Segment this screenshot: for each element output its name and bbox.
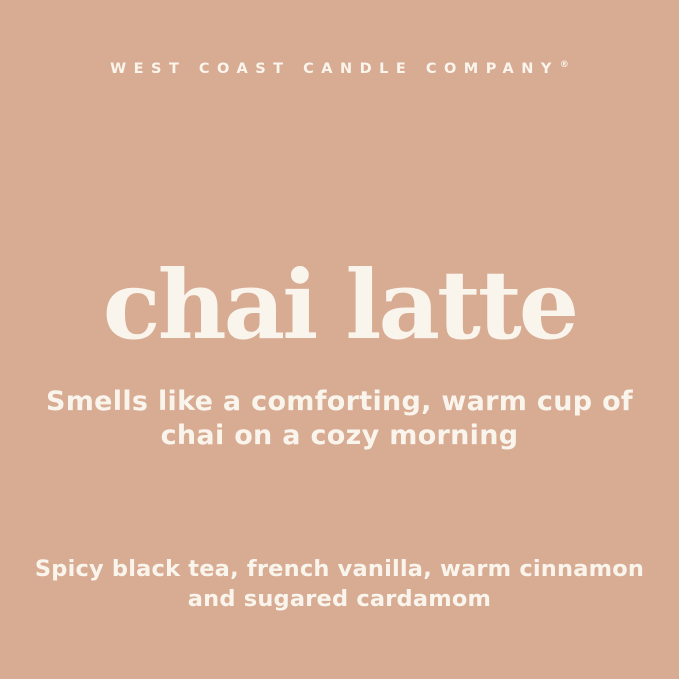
product-title: chai latte xyxy=(102,250,577,361)
tagline xyxy=(0,385,679,453)
brand-header xyxy=(0,60,679,77)
scent-notes-line-2: and sugared cardamom xyxy=(187,586,492,612)
registered-trademark-symbol: ® xyxy=(559,60,569,70)
tagline-line-1: Smells like a comforting, warm cup of xyxy=(46,386,633,417)
tagline-line-2: chai on a cozy morning xyxy=(160,420,519,451)
scent-notes xyxy=(0,554,679,614)
scent-notes-line-1: Spicy black tea, french vanilla, warm cinnamon xyxy=(34,556,645,582)
brand-name: WEST COAST CANDLE COMPANY xyxy=(110,60,559,77)
